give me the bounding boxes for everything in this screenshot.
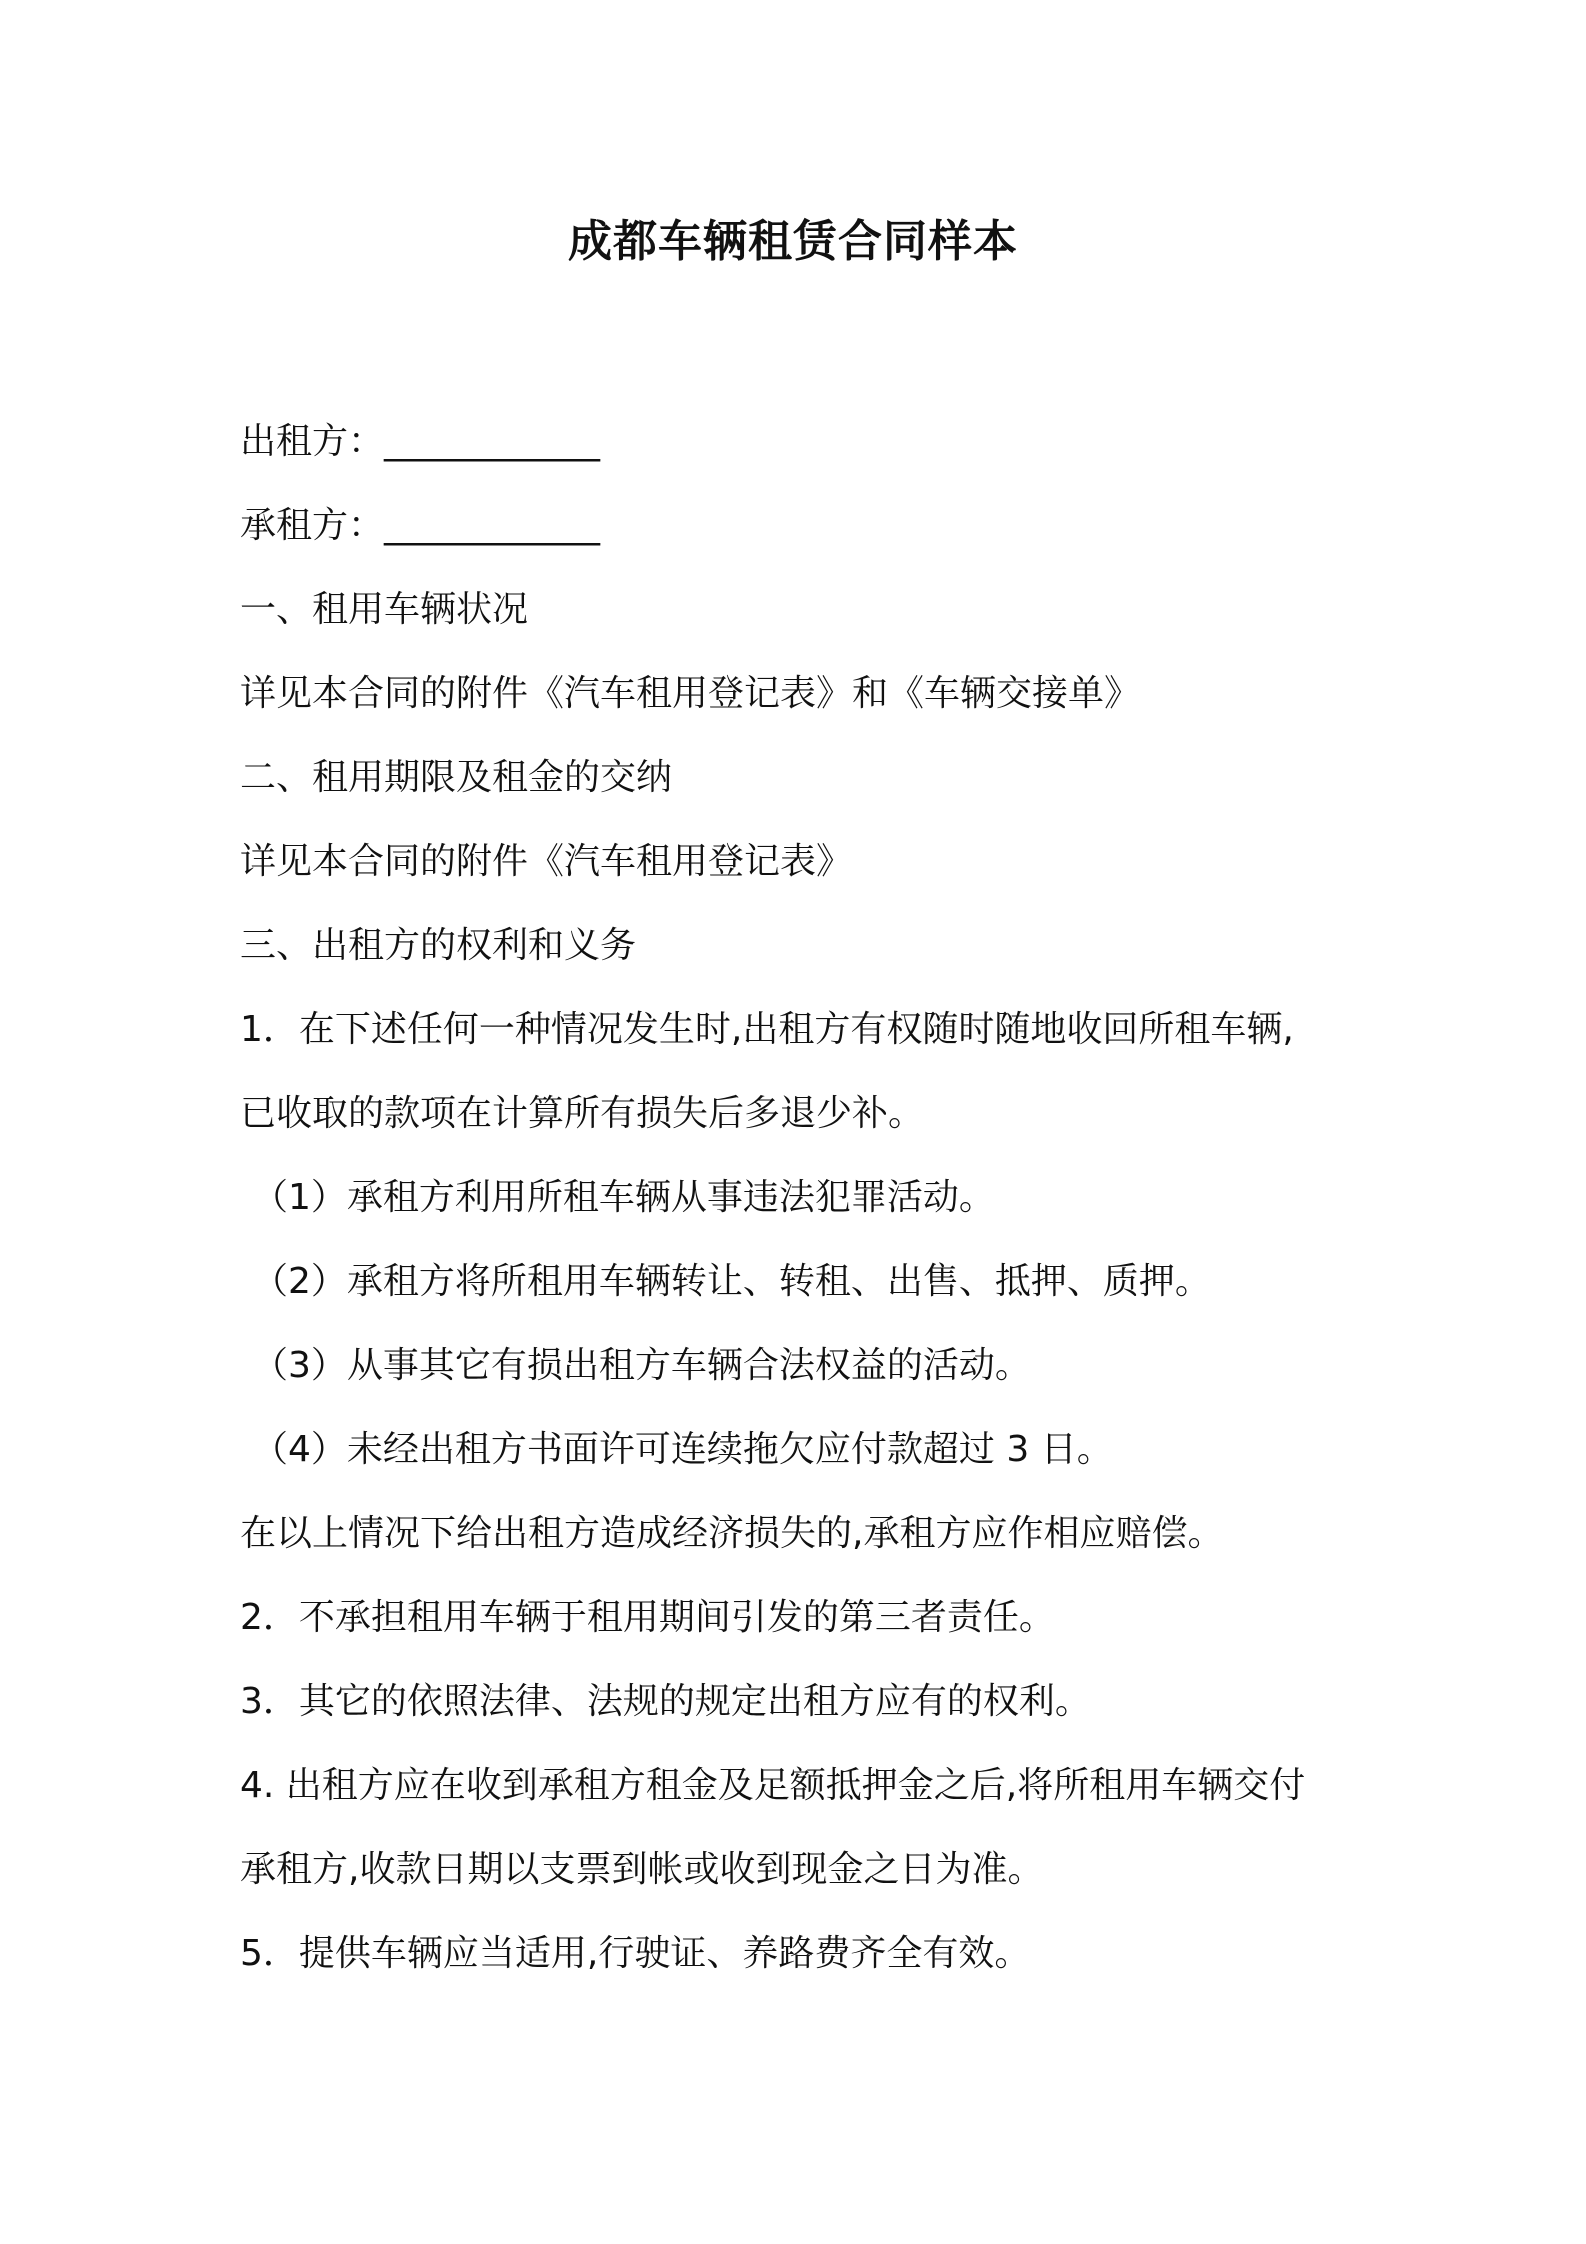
subclause-4: （4）未经出租方书面许可连续拖欠应付款超过 3 日。: [252, 1429, 1113, 1470]
section-heading-3: 三、出租方的权利和义务: [240, 925, 637, 966]
clause-4-line-1: 4. 出租方应在收到承租方租金及足额抵押金之后,将所租用车辆交付: [240, 1765, 1306, 1806]
lessor-line: 出租方：____________: [240, 421, 601, 462]
paragraph-1: 详见本合同的附件《汽车租用登记表》和《车辆交接单》: [240, 673, 1141, 714]
paragraph-2: 详见本合同的附件《汽车租用登记表》: [240, 841, 853, 882]
document-body: [240, 400, 1360, 1996]
subclause-2: （2）承租方将所租用车辆转让、转租、出售、抵押、质押。: [252, 1261, 1211, 1302]
lessee-line: 承租方：____________: [240, 505, 601, 546]
clause-5: 5．提供车辆应当适用,行驶证、养路费齐全有效。: [240, 1933, 1031, 1974]
clause-1-line-2: 已收取的款项在计算所有损失后多退少补。: [240, 1093, 925, 1134]
clause-4-line-2: 承租方,收款日期以支票到帐或收到现金之日为准。: [240, 1849, 1044, 1890]
clause-3: 3．其它的依照法律、法规的规定出租方应有的权利。: [240, 1681, 1091, 1722]
section-heading-1: 一、租用车辆状况: [240, 589, 529, 630]
document-title: 成都车辆租赁合同样本: [568, 216, 1018, 267]
section-heading-2: 二、租用期限及租金的交纳: [240, 757, 673, 798]
subclause-1: （1）承租方利用所租车辆从事违法犯罪活动。: [252, 1177, 995, 1218]
clause-1-line-1: 1．在下述任何一种情况发生时,出租方有权随时随地收回所租车辆,: [240, 1009, 1294, 1050]
subclause-3: （3）从事其它有损出租方车辆合法权益的活动。: [252, 1345, 1031, 1386]
compensation-line: 在以上情况下给出租方造成经济损失的,承租方应作相应赔偿。: [240, 1513, 1224, 1554]
clause-2: 2．不承担租用车辆于租用期间引发的第三者责任。: [240, 1597, 1055, 1638]
